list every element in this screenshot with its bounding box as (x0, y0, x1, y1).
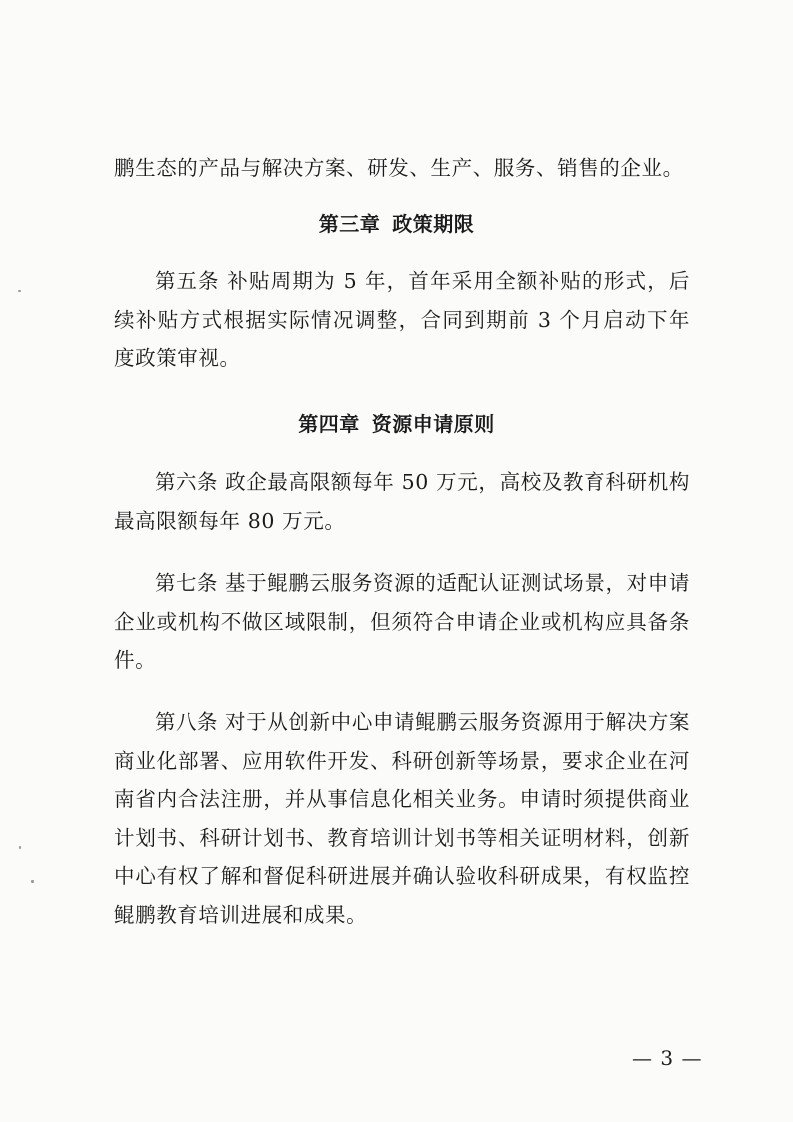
article-8-text: 对于从创新中心申请鲲鹏云服务资源用于解决方案商业化部署、应用软件开发、科研创新等场景，要求企业在河南省内合法注册，并从事信息化相关业务。申请时须提供商业计划书、科研计划书、教育培训计划书等相关证明材料，创新中心有权了解和督促科研进展并确认验收科研成果，有权监控鲲鹏教育培训进展和成果。 (114, 710, 690, 927)
chapter-4-title: 资源申请原则 (371, 412, 495, 436)
article-6-label: 第六条 (155, 470, 218, 494)
chapter-3-heading (0, 208, 793, 237)
article-5-label: 第五条 (155, 269, 220, 293)
article-5-text: 补贴周期为 5 年，首年采用全额补贴的形式，后续补贴方式根据实际情况调整，合同到期前 3 个月启动下年度政策审视。 (114, 269, 691, 370)
chapter-3-number: 第三章 (318, 212, 381, 236)
article-7-text: 基于鲲鹏云服务资源的适配认证测试场景，对申请企业或机构不做区域限制，但须符合申请企业或机构应具备条件。 (114, 571, 690, 672)
chapter-4-heading (0, 408, 793, 437)
article-7-label: 第七条 (155, 571, 218, 595)
article-8-label: 第八条 (155, 710, 218, 734)
article-5-paragraph (114, 262, 690, 378)
scan-speck (31, 880, 34, 883)
page-number: — 3 — (632, 1046, 703, 1070)
article-8-paragraph (114, 703, 690, 934)
scan-speck (18, 290, 21, 292)
article-7-paragraph (114, 564, 690, 680)
continuation-paragraph (114, 149, 690, 188)
article-6-text: 政企最高限额每年 50 万元，高校及教育科研机构最高限额每年 80 万元。 (114, 470, 690, 533)
chapter-3-title: 政策期限 (392, 212, 475, 236)
article-6-paragraph (114, 463, 690, 540)
continuation-text: 鹏生态的产品与解决方案、研发、生产、服务、销售的企业。 (114, 156, 684, 180)
scan-speck (19, 846, 21, 849)
chapter-4-number: 第四章 (298, 412, 360, 436)
